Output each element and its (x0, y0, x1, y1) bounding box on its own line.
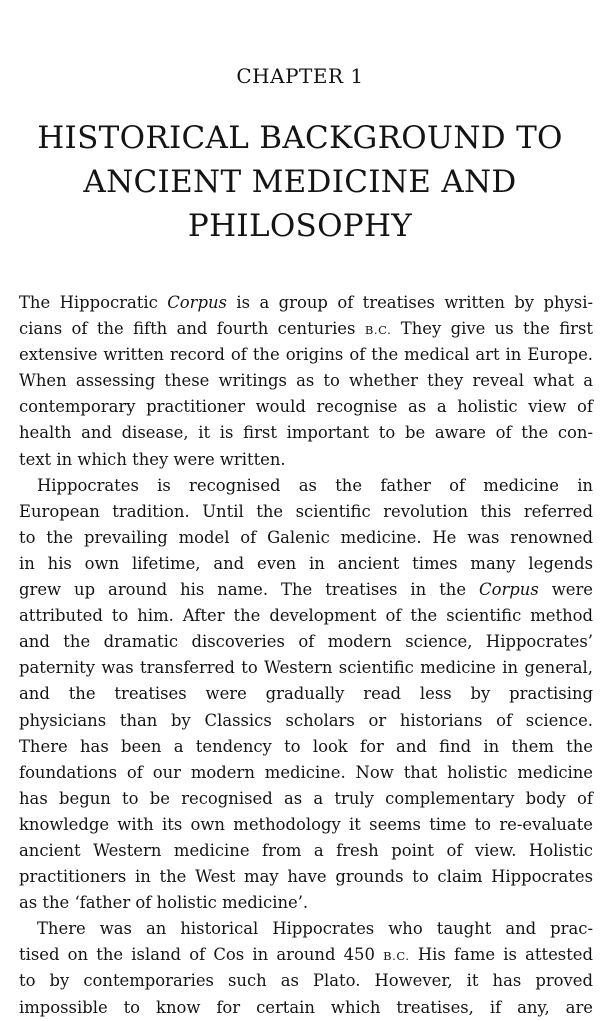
text-line: attributed to him. After the development of the scientific method (19, 606, 593, 626)
text-line: foundations of our modern medicine. Now that holistic medicine (19, 762, 593, 782)
text-line: extensive written record of the origins of the medical art in Europe. (19, 345, 593, 365)
text-line: Hippocrates is recognised as the father of medicine in (37, 475, 593, 495)
chapter-title-line: PHILOSOPHY (187, 208, 413, 244)
text-line: tised on the island of Cos in around 450 B.C. His fame is attested (19, 945, 593, 965)
chapter-title-line: ANCIENT MEDICINE AND (83, 164, 517, 200)
paragraph (19, 290, 593, 473)
text-line: ancient Western medicine from a fresh point of view. Holistic (19, 840, 593, 860)
text-line: and the dramatic discoveries of modern science, Hippocrates’ (19, 632, 593, 652)
text-line: knowledge with its own methodology it seems time to re-evaluate (19, 814, 593, 834)
text-line: health and disease, it is first important to be aware of the con- (19, 423, 593, 443)
text-line: in his own lifetime, and even in ancient times many legends (19, 553, 593, 573)
chapter-title-line: HISTORICAL BACKGROUND TO (37, 120, 563, 156)
text-line: to by contemporaries such as Plato. However, it has proved (19, 971, 593, 991)
paragraph (19, 473, 593, 917)
text-line: There was an historical Hippocrates who taught and prac- (37, 919, 593, 939)
text-line: and the treatises were gradually read less by practising (19, 684, 593, 704)
text-line: has begun to be recognised as a truly complementary body of (19, 788, 593, 808)
paragraph (19, 916, 593, 1020)
chapter-title (0, 116, 600, 248)
small-caps-era: B.C. (383, 949, 410, 964)
text-line: When assessing these writings as to whether they reveal what a (19, 371, 593, 391)
text-line: physicians than by Classics scholars or historians of science. (19, 710, 593, 730)
text-line: text in which they were written. (19, 449, 286, 469)
text-line: contemporary practitioner would recognise as a holistic view of (19, 397, 593, 417)
text-line: grew up around his name. The treatises in the Corpus were (19, 580, 593, 600)
text-line: European tradition. Until the scientific revolution this referred (19, 501, 593, 521)
text-line: There has been a tendency to look for and find in them the (19, 736, 593, 756)
text-line: impossible to know for certain which treatises, if any, are (19, 997, 593, 1017)
italic-term: Corpus (479, 580, 539, 600)
text-line: The Hippocratic Corpus is a group of treatises written by physi- (19, 293, 593, 312)
italic-term: Corpus (167, 293, 227, 312)
text-line: as the ‘father of holistic medicine’. (19, 893, 309, 913)
body-text (19, 290, 593, 1021)
text-line: practitioners in the West may have grounds to claim Hippocrates (19, 867, 593, 887)
chapter-label: CHAPTER 1 (236, 64, 364, 88)
text-line: to the prevailing model of Galenic medicine. He was renowned (19, 527, 593, 547)
text-line: paternity was transferred to Western scientific medicine in general, (19, 658, 593, 678)
small-caps-era: B.C. (364, 323, 392, 338)
text-line: cians of the fifth and fourth centuries B.C. They give us the first (19, 319, 593, 339)
